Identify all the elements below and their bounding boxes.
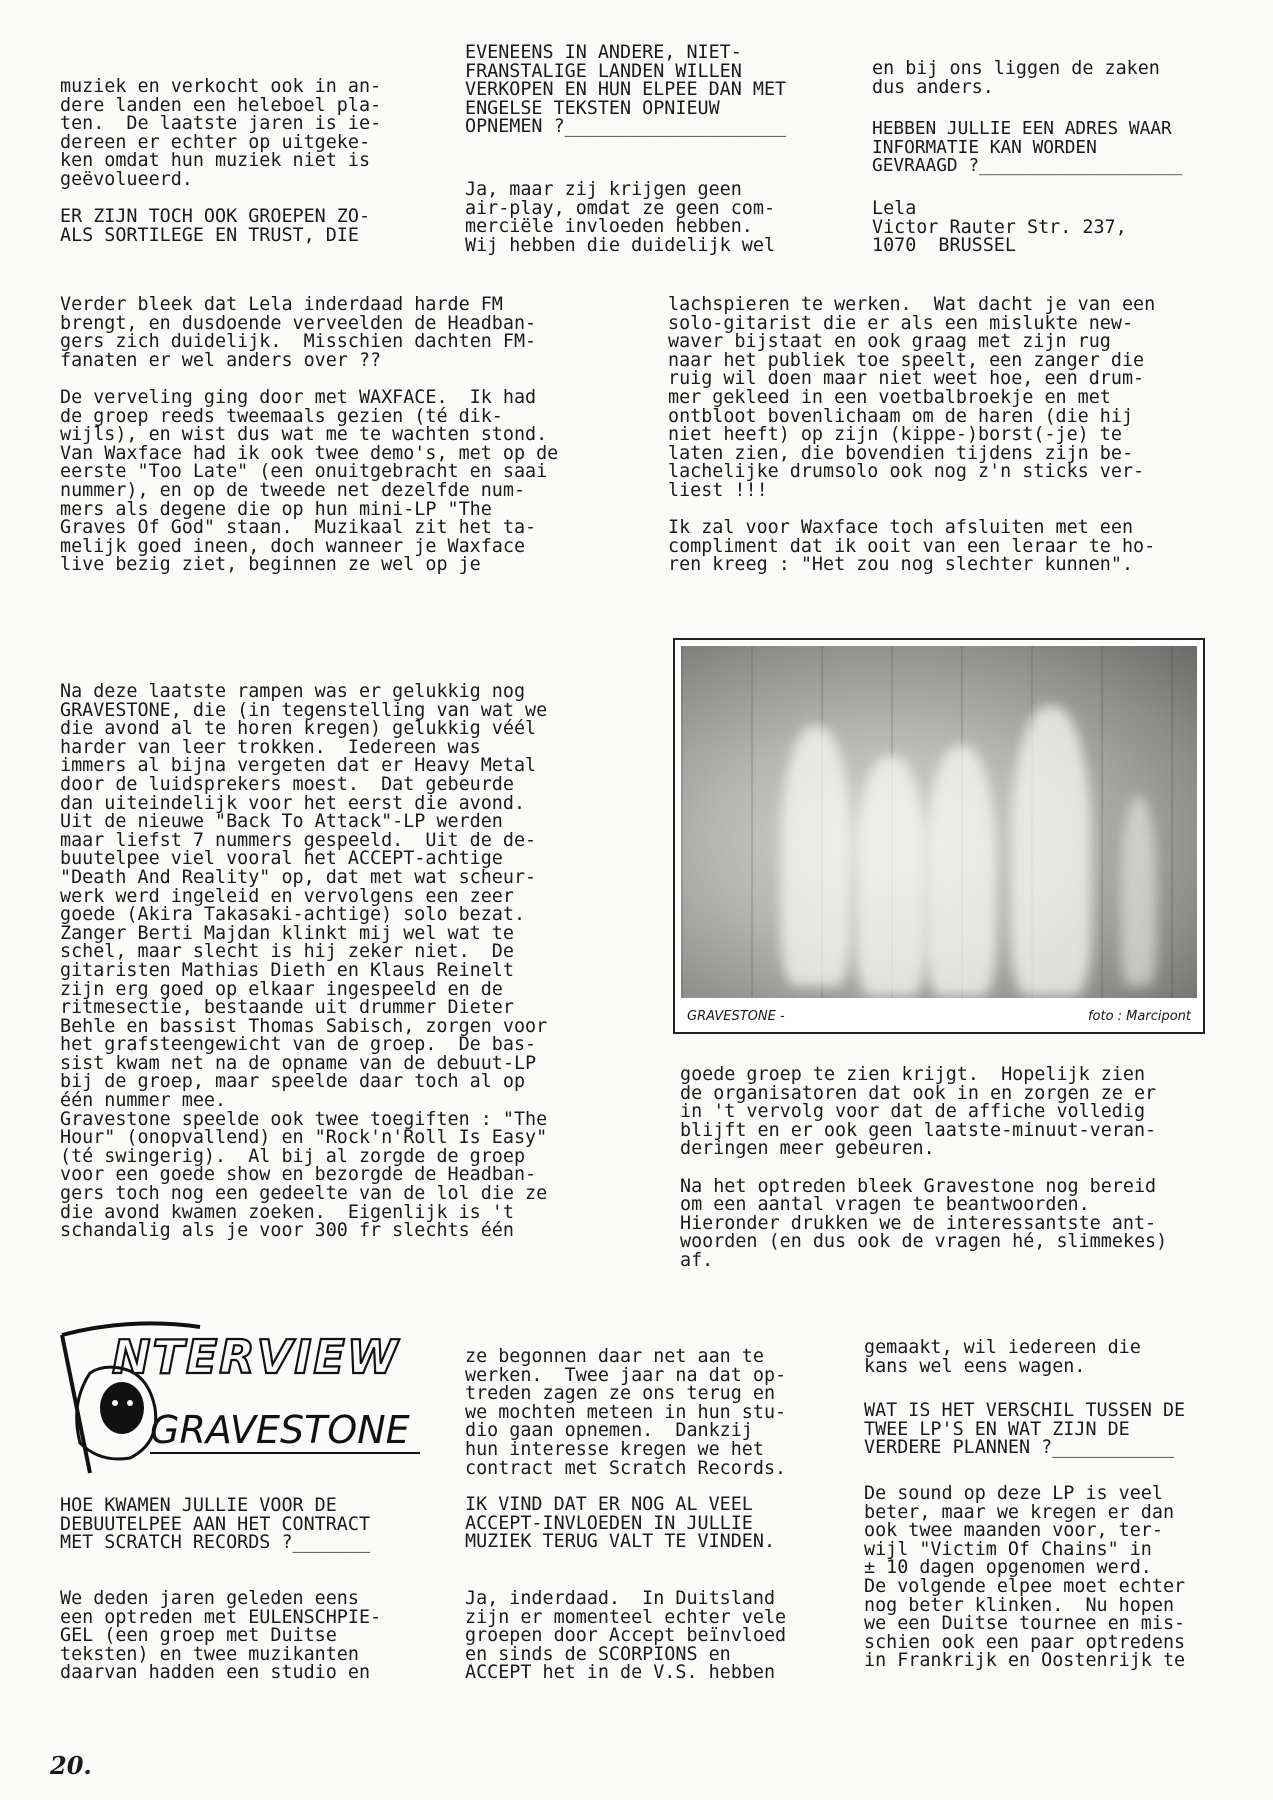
band-photo-image <box>681 646 1197 998</box>
interview-col1-question: HOE KWAMEN JULLIE VOOR DE DEBUUTELPEE AAN HET CONTRACT MET SCRATCH RECORDS ?_______ <box>60 1495 371 1554</box>
middle-left-text: Verder bleek dat Lela inderdaad harde FM brengt, en dusdoende verveelden de Headban- gers zich duidelijk. Misschien dachten FM- fanaten er wel anders over ?? De verveling ging door met WAXFACE. Ik had de groep reeds tweemaals gezien (té dik- wijls), en wist dus wat me te wachten stond. Van Waxface had ik ook twee demo's, met op de eerste "Too Late" (een onuitgebracht en saai nummer), en op de tweede net dezelfde num- mers als degene die op hun mini-LP "The Graves Of God" staan. Muzikaal zit het ta- melijk goed ineen, doch wanneer je Waxface live bezig ziet, beginnen ze wel op je <box>60 294 559 576</box>
interview-col3-text: gemaakt, wil iedereen die kans wel eens wagen. <box>864 1337 1141 1377</box>
top-col1-text: muziek en verkocht ook in an- dere landen een heleboel pla- ten. De laatste jaren is ie- dereen er echter op uitgeke- ken omdat hun muziek niet is geëvolueerd. ER ZIJN TOCH OOK GROEPEN ZO- ALS SORTILEGE EN TRUST, DIE <box>60 76 382 246</box>
interview-logo <box>50 1313 440 1481</box>
band-photo <box>673 638 1205 1034</box>
interview-col1-answer: We deden jaren geleden eens een optreden met EULENSCHPIE- GEL (een groep met Duitse teksten) en twee muzikanten daarvan hadden een studio en <box>60 1588 382 1684</box>
interview-col2-text: ze begonnen daar net aan te werken. Twee jaar na dat op- treden zagen ze ons terug en we mochten meteen in hun stu- dio gaan opnemen. Dankzij hun interesse kregen we het contract met Scratch Records. <box>465 1346 787 1479</box>
interview-col3-answer: De sound op deze LP is veel beter, maar we kregen er dan ook twee maanden voor, ter- wijl "Victim Of Chains" in ± 10 dagen opgenomen werd. De volgende elpee moet echter nog beter klinken. Nu hopen we een Duitse tournee en mis- schien ook een paar optredens in Frankrijk en Oostenrijk te <box>864 1483 1186 1672</box>
top-col2-answer: Ja, maar zij krijgen geen air-play, omdat ze geen com- merciële invloeden hebben. Wij hebben die duidelijk wel <box>465 179 776 256</box>
logo-gravestone-text: GRAVESTONE <box>150 1408 410 1452</box>
interview-col2-question: IK VIND DAT ER NOG AL VEEL ACCEPT-INVLOEDEN IN JULLIE MUZIEK TERUG VALT TE VINDEN. <box>465 1494 776 1553</box>
top-col3-address: Lela Victor Rauter Str. 237, 1070 BRUSSEL <box>872 198 1127 257</box>
interview-col3-question: WAT IS HET VERSCHIL TUSSEN DE TWEE LP'S EN WAT ZIJN DE VERDERE PLANNEN ?___________ <box>864 1400 1186 1459</box>
lower-left-text: Na deze laatste rampen was er gelukkig nog GRAVESTONE, die (in tegenstelling van wat we die avond al te horen kregen) gelukkig véél harder van leer trokken. Iedereen was immers al bijna vergeten dat er Heavy Metal door de luidsprekers moest. Dat gebeurde dan uiteindelijk voor het eerst die avond. Uit de nieuwe "Back To Attack"-LP werden maar liefst 7 nummers gespeeld. Uit de de- buutelpee viel vooral het ACCEPT-achtige "Death And Reality" op, dat met wat scheur- werk werd ingeleid en vervolgens een zeer goede (Akira Takasaki-achtige) solo bezat. Zanger Berti Majdan klinkt mij wel wat te schel, maar slecht is hij zeker niet. De gitaristen Mathias Dieth en Klaus Reinelt zijn erg goed op elkaar ingespeeld en de ritmesectie, bestaande uit drummer Dieter Behle en bassist Thomas Sabisch, zorgen voor het grafsteengewicht van de groep. De bas- sist kwam net na de opname van de debuut-LP bij de groep, maar speelde daar toch al op één nummer mee. Gravestone speelde ook twee toegiften : "The Hour" (onopvallend) en "Rock'n'Roll Is Easy" (té swingerig). Al bij al zorgde de groep voor een goede show en bezorgde de Headban- gers toch nog een gedeelte van de lol die ze die avond kwamen zoeken. Eigenlijk is 't schandalig als je voor 300 fr slechts één <box>60 681 548 1242</box>
photo-credit: foto : Marcipont <box>1087 1009 1191 1024</box>
page-number: 20. <box>50 1751 92 1780</box>
lower-right-text: goede groep te zien krijgt. Hopelijk zien de organisatoren dat ook in en zorgen ze er in 't vervolg voor dat de affiche volledig blijft en er ook geen laatste-minuut-veran- deringen meer gebeuren. Na het optreden bleek Gravestone nog bereid om een aantal vragen te beantwoorden. Hieronder drukken we de interessantste ant- woorden (en dus ook de vragen hé, slimmekes) af. <box>680 1064 1168 1271</box>
top-col2-question: EVENEENS IN ANDERE, NIET- FRANSTALIGE LANDEN WILLEN VERKOPEN EN HUN ELPEE DAN MET ENGELSE TEKSTEN OPNIEUW OPNEMEN ?____________________ <box>465 42 787 138</box>
photo-caption-left: GRAVESTONE - <box>687 1009 785 1024</box>
photo-caption <box>683 1004 1195 1026</box>
interview-col2-answer: Ja, inderdaad. In Duitsland zijn er momenteel echter vele groepen door Accept beïnvloed en sinds de SCORPIONS en ACCEPT het in de V.S. hebben <box>465 1588 787 1684</box>
top-col3-text: en bij ons liggen de zaken dus anders. <box>872 58 1160 98</box>
top-col3-question: HEBBEN JULLIE EEN ADRES WAAR INFORMATIE KAN WORDEN GEVRAAGD ?___________________ <box>872 118 1183 177</box>
logo-interview-text: NTERVIEW <box>112 1330 400 1384</box>
middle-right-text: lachspieren te werken. Wat dacht je van een solo-gitarist die er als een mislukte new- waver bijstaat en ook graag met zijn rug naar het publiek toe speelt, een zanger die ruig wil doen maar niet weet hoe, een drum- mer gekleed in een voetbalbroekje en met ontbloot bovenlichaam om de haren (die hij niet heeft) op zijn (kippe-)borst(-je) te laten zien, die bovendien tijdens zijn be- lachelijke drumsolo ook nog z'n sticks ver- liest !!! Ik zal voor Waxface toch afsluiten met een compliment dat ik ooit van een leraar te ho- ren kreeg : "Het zou nog slechter kunnen". <box>668 294 1156 576</box>
